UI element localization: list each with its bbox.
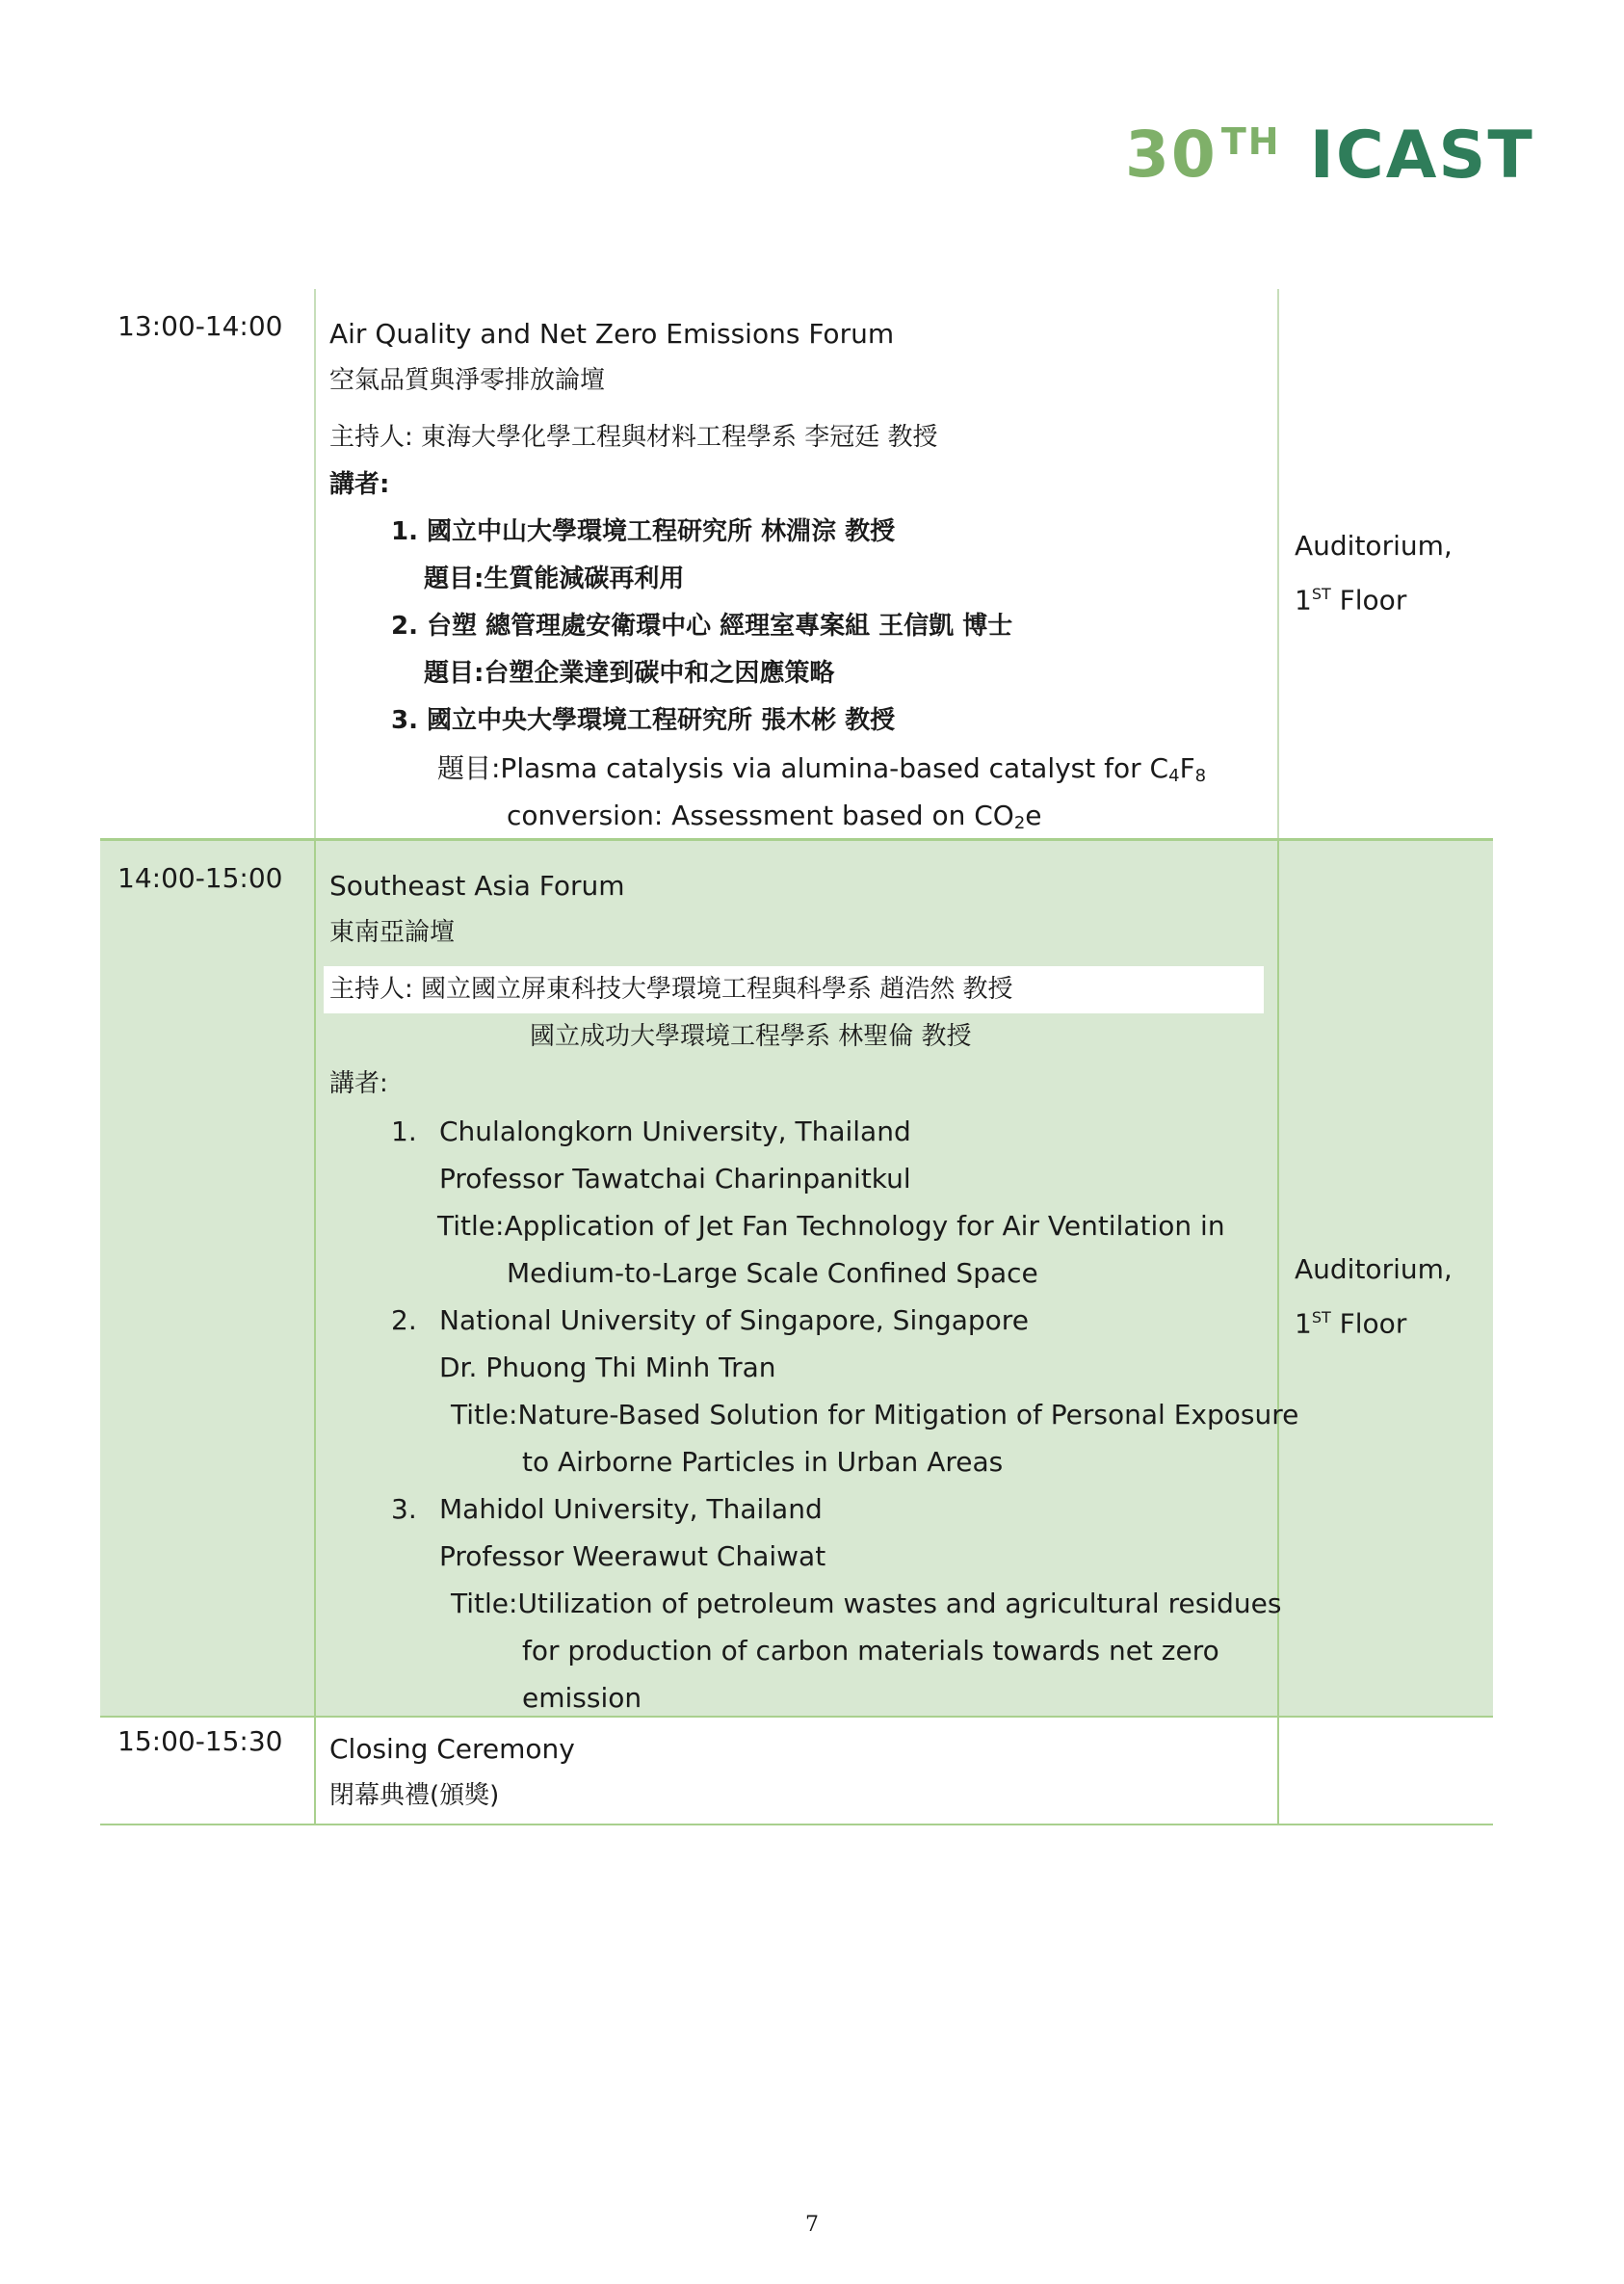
session-time: 15:00-15:30 bbox=[118, 1725, 283, 1757]
logo-number: 30 bbox=[1125, 118, 1218, 192]
speaker-affiliation: Mahidol University, Thailand bbox=[439, 1493, 823, 1525]
schedule-row bbox=[100, 289, 1493, 838]
speaker-topic-continued: for production of carbon materials towards net zero bbox=[522, 1635, 1219, 1667]
column-divider bbox=[314, 841, 316, 1716]
speaker-item bbox=[329, 1485, 1273, 1533]
session-time: 14:00-15:00 bbox=[118, 862, 283, 894]
venue-floor bbox=[1295, 1294, 1453, 1348]
session-title-en: Air Quality and Net Zero Emissions Forum bbox=[329, 318, 895, 350]
session-host: 主持人: 東海大學化學工程與材料工程學系 李冠廷 教授 bbox=[329, 423, 938, 452]
floor-number: 1 bbox=[1295, 1307, 1312, 1340]
schedule-row bbox=[100, 1716, 1493, 1825]
speaker-item: 2. 台塑 總管理處安衛環中心 經理室專案組 王信凱 博士 bbox=[391, 612, 1013, 641]
speaker-number: 1. bbox=[391, 1116, 417, 1147]
session-title-zh: 閉幕典禮(頒獎) bbox=[329, 1781, 500, 1810]
speakers-label: 講者: bbox=[329, 1069, 388, 1098]
column-divider bbox=[314, 289, 316, 838]
speaker-item bbox=[329, 1108, 1273, 1155]
speaker-topic: Title:Nature-Based Solution for Mitigation of Personal Exposure bbox=[451, 1399, 1299, 1431]
venue-name: Auditorium, bbox=[1295, 530, 1453, 562]
session-content bbox=[329, 862, 1299, 1721]
floor-suffix: ST bbox=[1311, 1308, 1331, 1326]
session-title-zh: 東南亞論壇 bbox=[329, 918, 456, 947]
column-divider bbox=[314, 1718, 316, 1824]
session-venue bbox=[1295, 522, 1453, 624]
speaker-topic-continued bbox=[329, 792, 1273, 839]
speaker-topic: 題目:生質能減碳再利用 bbox=[424, 564, 685, 593]
speaker-number: 2. bbox=[391, 1304, 417, 1336]
column-divider bbox=[1277, 289, 1279, 838]
venue-floor bbox=[1295, 570, 1453, 624]
speaker-topic: 題目:台塑企業達到碳中和之因應策略 bbox=[424, 659, 835, 688]
subscript: 2 bbox=[1013, 813, 1026, 833]
speaker-topic-text: e bbox=[1025, 800, 1042, 831]
logo-name: ICAST bbox=[1309, 118, 1534, 194]
session-title-en: Closing Ceremony bbox=[329, 1733, 575, 1765]
speaker-affiliation: National University of Singapore, Singapore bbox=[439, 1304, 1029, 1336]
schedule-table bbox=[100, 289, 1493, 1825]
speaker-topic: Title:Utilization of petroleum wastes and agricultural residues bbox=[451, 1588, 1282, 1619]
icast-logo bbox=[1125, 118, 1534, 194]
subscript: 8 bbox=[1194, 766, 1207, 786]
speaker-topic-continued: emission bbox=[522, 1682, 642, 1714]
speaker-topic-continued: Medium-to-Large Scale Confined Space bbox=[507, 1257, 1038, 1289]
speaker-name: Professor Tawatchai Charinpanitkul bbox=[439, 1163, 911, 1195]
speaker-topic bbox=[329, 745, 1273, 792]
session-content bbox=[329, 310, 1273, 839]
speaker-affiliation: Chulalongkorn University, Thailand bbox=[439, 1116, 911, 1147]
speaker-item bbox=[329, 1297, 1273, 1344]
speaker-name: Professor Weerawut Chaiwat bbox=[439, 1540, 826, 1572]
speaker-topic-text: F bbox=[1179, 752, 1195, 784]
session-venue bbox=[1295, 1246, 1453, 1348]
speaker-topic-continued: to Airborne Particles in Urban Areas bbox=[522, 1446, 1004, 1478]
page-number: 7 bbox=[805, 2213, 819, 2237]
speaker-topic-text: conversion: Assessment based on CO bbox=[507, 800, 1014, 831]
subscript: 4 bbox=[1168, 766, 1180, 786]
schedule-row bbox=[100, 838, 1493, 1716]
session-title-en: Southeast Asia Forum bbox=[329, 870, 625, 902]
speaker-name: Dr. Phuong Thi Minh Tran bbox=[439, 1352, 776, 1383]
session-cohost: 國立成功大學環境工程學系 林聖倫 教授 bbox=[530, 1022, 972, 1051]
speakers-label: 講者: bbox=[329, 470, 390, 499]
floor-suffix: ST bbox=[1311, 585, 1331, 603]
logo-suffix: TH bbox=[1220, 120, 1281, 163]
session-host: 主持人: 國立國立屏東科技大學環境工程與科學系 趙浩然 教授 bbox=[324, 966, 1264, 1013]
session-time: 13:00-14:00 bbox=[118, 310, 283, 342]
floor-label: Floor bbox=[1330, 1307, 1407, 1340]
session-content bbox=[329, 1725, 1273, 1820]
speaker-number: 3. bbox=[391, 1493, 417, 1525]
speaker-topic-text: 題目:Plasma catalysis via alumina-based catalyst for C bbox=[437, 752, 1169, 784]
floor-number: 1 bbox=[1295, 584, 1312, 617]
speaker-item: 1. 國立中山大學環境工程研究所 林淵淙 教授 bbox=[391, 517, 896, 546]
speaker-item: 3. 國立中央大學環境工程研究所 張木彬 教授 bbox=[391, 706, 896, 735]
floor-label: Floor bbox=[1330, 584, 1407, 617]
session-title-zh: 空氣品質與淨零排放論壇 bbox=[329, 366, 606, 395]
column-divider bbox=[1277, 1718, 1279, 1824]
venue-name: Auditorium, bbox=[1295, 1253, 1453, 1285]
speaker-topic: Title:Application of Jet Fan Technology for Air Ventilation in bbox=[437, 1210, 1225, 1242]
